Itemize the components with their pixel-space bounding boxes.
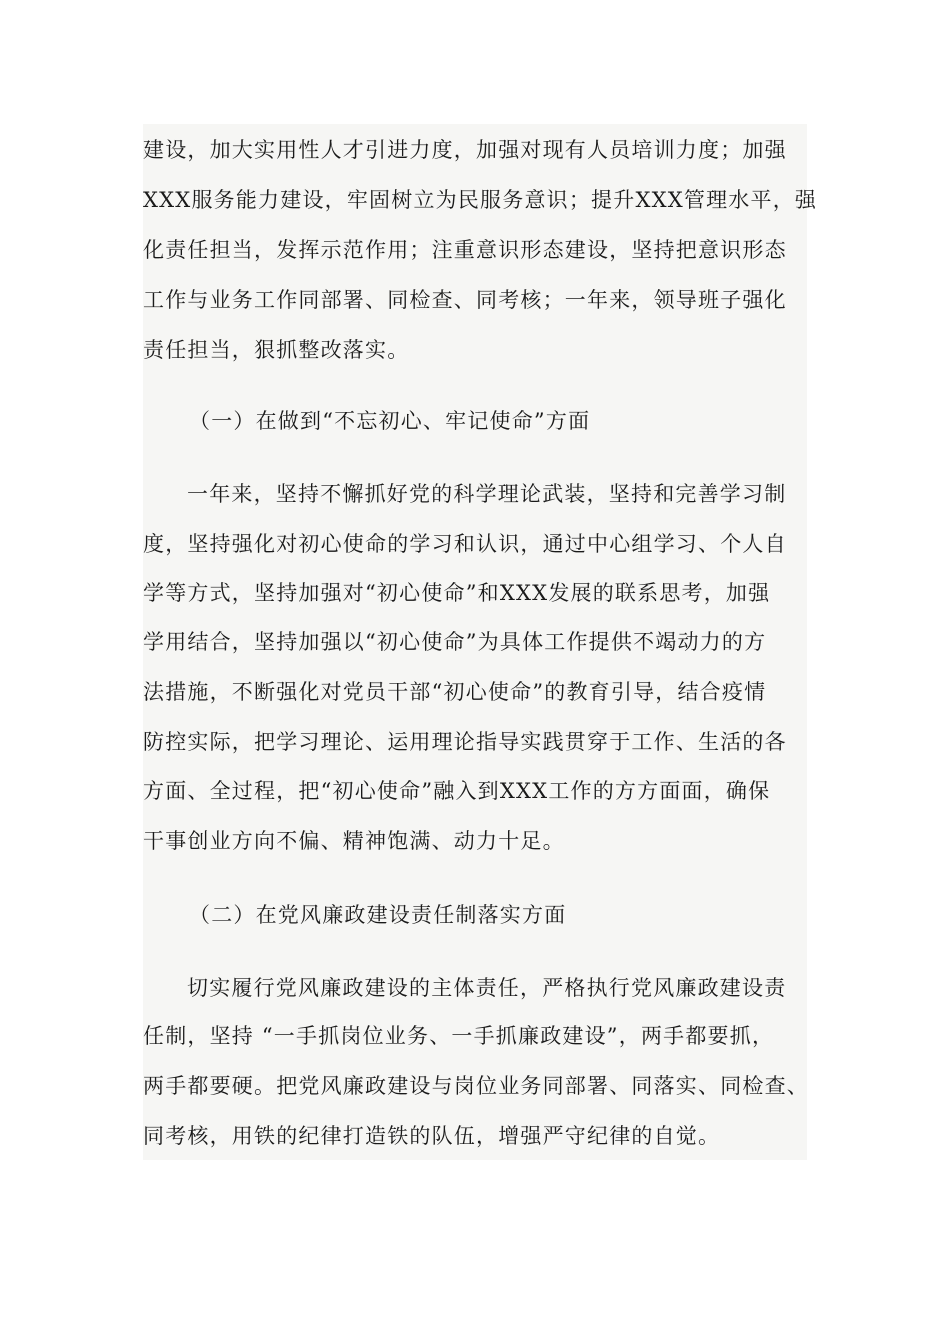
section-heading-1: （一）在做到“不忘初心、牢记使命”方面 <box>189 409 591 433</box>
text-line: 学用结合，坚持加强以“初心使命”为具体工作提供不竭动力的方 <box>143 630 767 654</box>
text-line: 两手都要硬。把党风廉政建设与岗位业务同部署、同落实、同检查、 <box>143 1074 809 1098</box>
text-line: 法措施，不断强化对党员干部“初心使命”的教育引导，结合疫情 <box>143 680 767 704</box>
text-line: 任制，坚持 “一手抓岗位业务、一手抓廉政建设”，两手都要抓， <box>143 1024 775 1048</box>
text-line: 防控实际，把学习理论、运用理论指导实践贯穿于工作、生活的各 <box>143 730 787 754</box>
text-line: 工作与业务工作同部署、同检查、同考核；一年来，领导班子强化 <box>143 288 787 312</box>
text-line: 建设，加大实用性人才引进力度，加强对现有人员培训力度；加强 <box>143 138 787 162</box>
text-line: XXX服务能力建设，牢固树立为民服务意识；提升XXX管理水平，强 <box>143 188 818 212</box>
text-line: 度，坚持强化对初心使命的学习和认识，通过中心组学习、个人自 <box>143 532 787 556</box>
text-line: 一年来，坚持不懈抓好党的科学理论武装，坚持和完善学习制 <box>187 482 787 506</box>
text-line: 干事创业方向不偏、精神饱满、动力十足。 <box>143 829 565 853</box>
text-line: 化责任担当，发挥示范作用；注重意识形态建设，坚持把意识形态 <box>143 238 787 262</box>
section-heading-2: （二）在党风廉政建设责任制落实方面 <box>189 903 567 927</box>
text-line: 切实履行党风廉政建设的主体责任，严格执行党风廉政建设责 <box>187 976 787 1000</box>
text-line: 学等方式，坚持加强对“初心使命”和XXX发展的联系思考，加强 <box>143 581 771 605</box>
text-line: 方面、全过程，把“初心使命”融入到XXX工作的方方面面，确保 <box>143 779 771 803</box>
text-line: 同考核，用铁的纪律打造铁的队伍，增强严守纪律的自觉。 <box>143 1124 721 1148</box>
text-line: 责任担当，狠抓整改落实。 <box>143 338 410 362</box>
document-page <box>143 124 818 1160</box>
